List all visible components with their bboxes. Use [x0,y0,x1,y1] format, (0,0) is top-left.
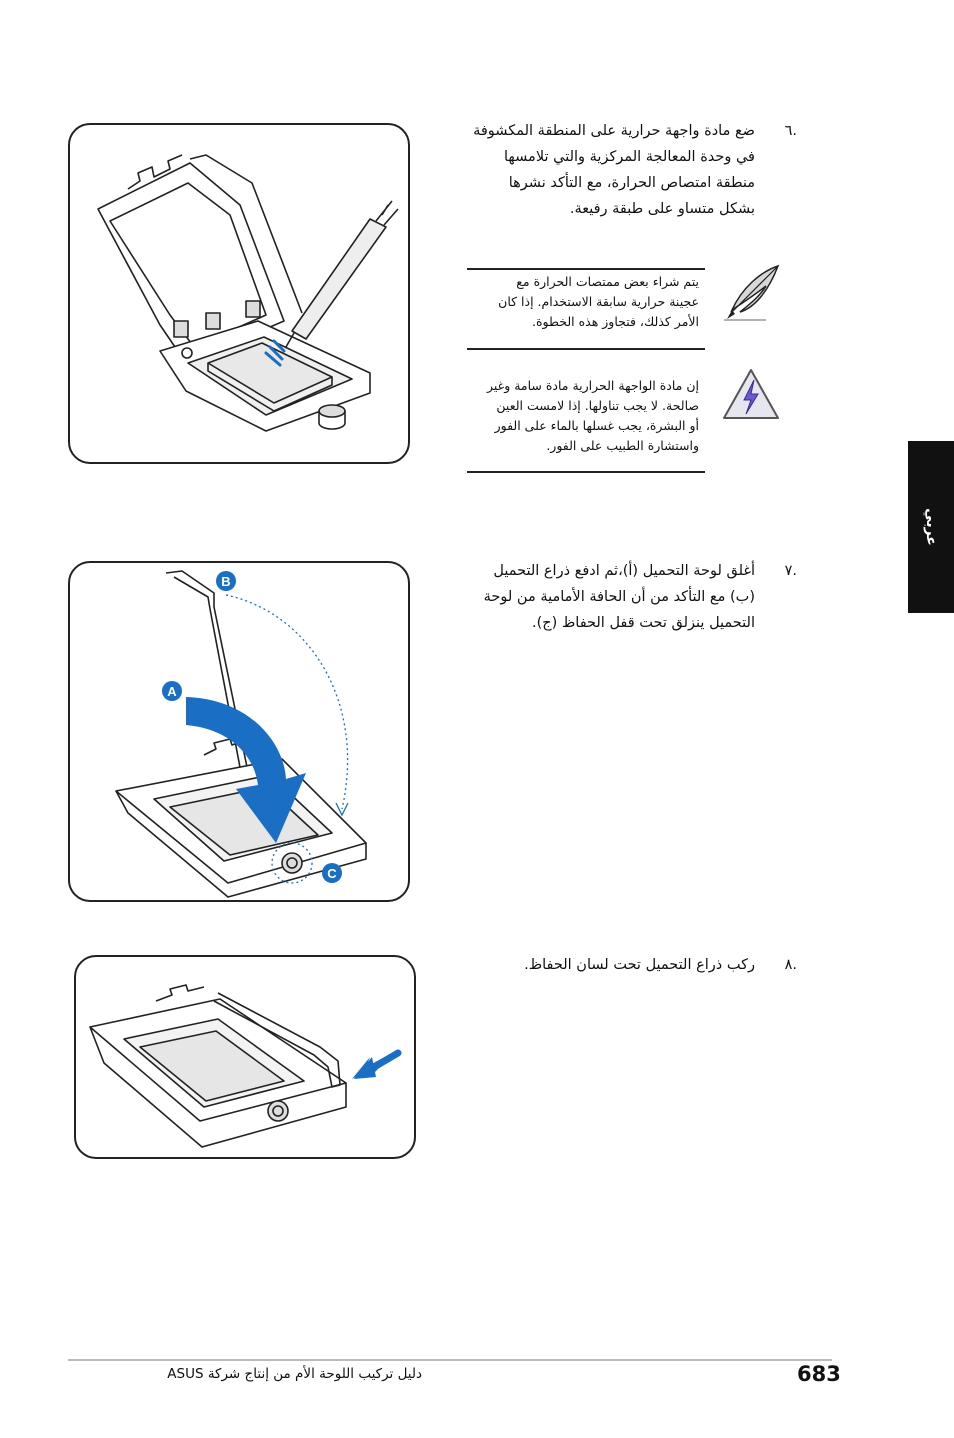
step-line: بشكل متساو على طبقة رفيعة. [569,201,755,217]
page-number: 683 [797,1362,841,1386]
footer-rule [68,1359,832,1361]
note-bottom-rule [467,348,705,350]
step-line: ركب ذراع التحميل تحت لسان الحفاظ. [524,957,755,973]
step-line: منطقة امتصاص الحرارة، مع التأكد نشرها [508,175,755,191]
note-top-rule [467,268,705,270]
step-line: (ب) مع التأكد من أن الحافة الأمامية من لوحة [483,589,755,605]
step-number: .٨ [784,957,797,973]
warning-line: إن مادة الواجهة الحرارية مادة سامة وغير [487,378,699,393]
step-line: أغلق لوحة التحميل (أ)،ثم ادفع ذراع التحميل [493,563,755,579]
step-8 [430,952,797,978]
warning-line: صالحة. لا يجب تناولها. إذا لامست العين [496,398,699,413]
figure-close-load-plate [68,561,410,902]
feather-pen-icon [720,262,786,324]
note-line: الأمر كذلك، فتجاوز هذه الخطوة. [532,314,699,329]
footer-title: دليل تركيب اللوحة الأم من إنتاج شركة ASUS [167,1366,422,1382]
language-side-tab [908,441,954,613]
label-c: C [327,866,337,881]
note-text [467,272,699,332]
step-6 [430,118,797,222]
label-b: B [221,574,231,589]
side-tab-label: عربي [923,508,939,546]
warning-triangle-icon [720,366,782,422]
label-a: A [167,684,177,699]
step-7 [430,558,797,636]
figure-secure-lever [74,955,416,1159]
step-number: .٦ [784,123,797,139]
warning-bottom-rule [467,471,705,473]
warning-text [467,376,699,456]
figure-thermal-paste [68,123,410,464]
warning-line: أو البشرة، يجب غسلها بالماء على الفور [494,418,699,433]
note-line: يتم شراء بعض ممتصات الحرارة مع [516,274,699,289]
step-line: التحميل ينزلق تحت قفل الحفاظ (ج). [531,615,755,631]
warning-line: واستشارة الطبيب على الفور. [546,438,699,453]
note-line: عجينة حرارية سابقة الاستخدام. إذا كان [498,294,699,309]
step-number: .٧ [784,563,797,579]
step-line: ضع مادة واجهة حرارية على المنطقة المكشوفة [473,123,755,139]
step-line: في وحدة المعالجة المركزية والتي تلامسها [504,149,755,165]
